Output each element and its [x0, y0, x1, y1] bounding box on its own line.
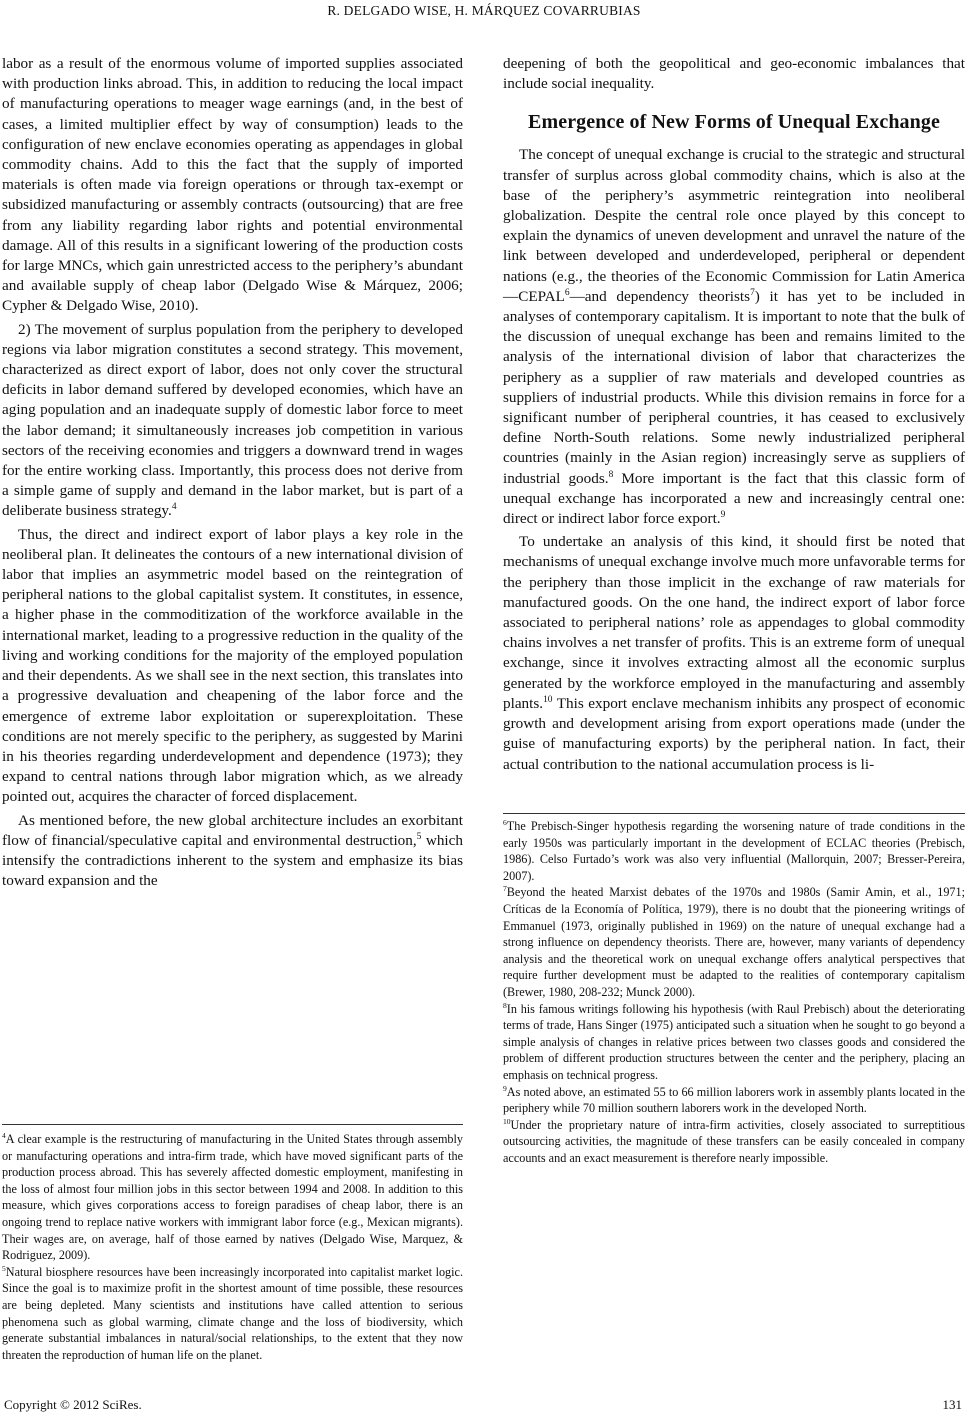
- paragraph-text: The concept of unequal exchange is crucial to the strategic and structural transfer of surplus across global commodity chains, which is also at the base of the periphery’s asymmetric reintegration into neoliberal globalization. Despite the central role once played by this concept to explain the dynamics of uneven development and unravel the nature of the link between developed and underdeveloped, peripheral or dependent nations (e.g., the theories of the Economic Commission for Latin America—CEPAL: [503, 146, 965, 305]
- paragraph-text: As mentioned before, the new global architecture includes an exorbitant flow of financial/speculative capital and environmental destruction,: [2, 811, 463, 849]
- footnote-ref[interactable]: 5: [416, 831, 422, 842]
- footnote-divider: [2, 1124, 463, 1125]
- footnote-number: 6: [503, 817, 507, 827]
- footnote-10: [503, 1117, 965, 1167]
- footnote-4: [2, 1131, 463, 1264]
- paragraph-text: More important is the fact that this classic form of unequal exchange has incorporated a new and increasingly central one: direct or indirect labor force export.: [503, 469, 966, 528]
- left-footnotes: [2, 1124, 463, 1363]
- footnote-number: 4: [2, 1130, 6, 1140]
- footnote-7: [503, 884, 965, 1000]
- footnote-text: As noted above, an estimated 55 to 66 million laborers work in assembly plants located in the periphery while 70 million southern laborers work in the developed North.: [503, 1084, 965, 1116]
- footnote-number: 8: [503, 1000, 507, 1010]
- paragraph: [2, 811, 463, 892]
- footnote-ref[interactable]: 7: [750, 287, 755, 298]
- left-column: [2, 54, 463, 891]
- footnote-divider: [503, 813, 965, 814]
- footnote-text: Under the proprietary nature of intra-firm activities, closely associated to surreptitious outsourcing activities, the magnitude of these transfers can be easily concealed in company accounts and an exact measurement is therefore nearly impossible.: [503, 1117, 965, 1165]
- paragraph-text: This export enclave mechanism inhibits any prospect of economic growth and development arising from export operations made (under the guise of manufacturing exports) by the peripheral nation. In fact, their actual contribution to the national accumulation process is li-: [503, 694, 965, 773]
- running-head: R. DELGADO WISE, H. MÁRQUEZ COVARRUBIAS: [327, 3, 641, 18]
- footnote-text: Beyond the heated Marxist debates of the 1970s and 1980s (Samir Amin, et al., 1971; Críticas de la Economía of Política, 1979), there is no doubt that the pioneering writings of Emmanuel (1973, originally published in 1969) on the nature of unequal exchange had a strong influence on dependency theorists. There are, however, many variants of dependency analysis and the theoretical work on unequal exchange offers analytical perspectives that require further development must be adapted to the realities of contemporary capitalism (Brewer, 1980, 208-232; Munck 2000).: [503, 885, 965, 999]
- copyright-notice: Copyright © 2012 SciRes.: [4, 1397, 142, 1412]
- footnote-ref[interactable]: 4: [171, 502, 177, 513]
- footnote-number: 5: [2, 1263, 6, 1273]
- paragraph: deepening of both the geopolitical and geo-economic imbalances that include social inequality.: [503, 55, 965, 93]
- paragraph-text: which intensify the contradictions inherent to the system and emphasize its bias toward expansion and the: [2, 831, 463, 890]
- footnote-5: [2, 1264, 463, 1364]
- right-footnotes: [503, 813, 965, 1166]
- footnote-text: A clear example is the restructuring of manufacturing in the United States through assembly or manufacturing operations and intra-firm trade, which have moved significant parts of the production process abroad. This has severely affected domestic employment, manifesting in the loss of almost four million jobs in this sector between 1994 and 2008. In addition to this measure, which gives corporations access to foreign paradises of cheap labor, there is an ongoing trend to replace native workers with immigrant labor force (e.g., Mexican migrants). Their wages are, on average, half of those earned by natives (Delgado Wise, Marquez, & Rodriguez, 2009).: [2, 1132, 463, 1263]
- paragraph: [503, 532, 965, 774]
- footnote-number: 7: [503, 884, 507, 894]
- paragraph-text: 2) The movement of surplus population from the periphery to developed regions via labor migration constitutes a second strategy. This movement, characterized as direct export of labor, does not only cover the structural deficits in labor demand suffered by developed economies, which have an aging population and an inadequate supply of domestic labor force to meet the labor demand; it simultaneously increases job competition in various sectors of the receiving economies and triggers a downward trend in wages for the entire working class. Importantly, this process does not derive from a simple game of supply and demand in the labor market, but is part of a deliberate business strategy.: [2, 320, 463, 520]
- paragraph: [503, 145, 965, 529]
- paragraph-text: —and dependency theorists: [569, 287, 751, 305]
- paragraph: [2, 320, 463, 522]
- paragraph-text: To undertake an analysis of this kind, it should first be noted that mechanisms of unequal exchange involve much more unfavorable terms for the periphery than those implicit in the exchange of raw materials for manufactured goods. On the one hand, the indirect export of labor force associated to peripheral nations’ role as appendages to global commodity chains involves a net transfer of profits. This is an extreme form of unequal exchange, since it involves extracting almost all the economic surplus generated by the workforce employed in the manufacturing and assembly plants.: [503, 533, 965, 712]
- footnote-ref[interactable]: 8: [608, 469, 614, 480]
- footnote-ref[interactable]: 10: [543, 694, 553, 705]
- footnote-number: 10: [503, 1116, 511, 1126]
- footnote-ref[interactable]: 9: [720, 510, 726, 520]
- paragraph: Thus, the direct and indirect export of labor plays a key role in the neoliberal plan. It delineates the contours of a new international division of labor that implies an asymmetric model based on the reintegration of peripheral nations to the global capitalist system. It constitutes, in essence, a higher phase in the commoditization of the workforce available in the international market, leading to a progressive reduction in the quality of the living and working conditions for the majority of the employed population and their dependents. As we shall see in the next section, this translates into a progressive devaluation and cheapening of the labor force and the emergence of extreme labor exploitation or superexploitation. These conditions are not merely specific to the periphery, as suggested by Marini in his theories regarding underdevelopment and dependence (1973); they expand to central nations through labor migration which, as we already pointed out, acquires the character of forced displacement.: [2, 525, 463, 806]
- paragraph: labor as a result of the enormous volume of imported supplies associated with production links abroad. This, in addition to reducing the local impact of manufacturing operations to meager wage earnings (and, in the best of cases, a limited multiplier effect by way of consumption) leads to the configuration of new enclave economies operating as appendages in global commodity chains. Add to this the fact that the supply of imported materials is often made via foreign operations or through tax-exempt or subsidized manufacturing or assembly contracts (outsourcing) that are free from any liability regarding labor rights and potential environmental damage. All of this results in a significant lowering of the production costs for large MNCs, which gain unrestricted access to the periphery’s abundant and available supply of cheap labor (Delgado Wise & Márquez, 2006; Cypher & Delgado Wise, 2010).: [2, 55, 463, 315]
- footnote-9: [503, 1084, 965, 1117]
- footnote-text: The Prebisch-Singer hypothesis regarding the worsening nature of trade conditions in the early 1950s was particularly important in the development of ECLAC theories (Prebisch, 1986). Celso Furtado’s work was also very influential (Mallorquin, 2007; Bresser-Pereira, 2007).: [503, 819, 965, 883]
- section-heading: Emergence of New Forms of Unequal Exchange: [528, 111, 940, 134]
- footnote-8: [503, 1001, 965, 1084]
- footnote-ref[interactable]: 6: [564, 287, 570, 298]
- footnote-6: [503, 818, 965, 884]
- footnote-number: 9: [503, 1083, 507, 1093]
- right-column: [503, 54, 965, 775]
- page-number: 131: [942, 1397, 962, 1412]
- footnote-text: Natural biosphere resources have been increasingly incorporated into capitalist market logic. Since the goal is to maximize profit in the shortest amount of time possible, these resources are being depleted. Many scientists and institutions have called attention to serious phenomena such as global warming, climate change and the loss of biodiversity, which generate substantial imbalances in natural/social relationships, to the extent that they now threaten the reproduction of human life on the planet.: [2, 1264, 463, 1362]
- paragraph-text: ) it has yet to be included in analyses of contemporary capitalism. It is important to note that the bulk of the discussion of unequal exchange has been and remains limited to the analysis of the international division of labor that characterizes the periphery as a supplier of raw materials and developed countries as suppliers of industrial products. While this division remains in force for a significant number of peripheral countries, it has ceased to exclusively define North-South relations. Some newly industrialized peripheral countries (mainly in the Asian region) increasingly serve as suppliers of industrial goods.: [503, 287, 965, 487]
- footnote-text: In his famous writings following his hypothesis (with Raul Prebisch) about the deteriorating terms of trade, Hans Singer (1975) anticipated such a situation when he sought to go beyond a simple analysis of changes in relative prices between two classes goods and considered the problem of different production structures between the center and the periphery, placing an emphasis on technical progress.: [503, 1001, 965, 1082]
